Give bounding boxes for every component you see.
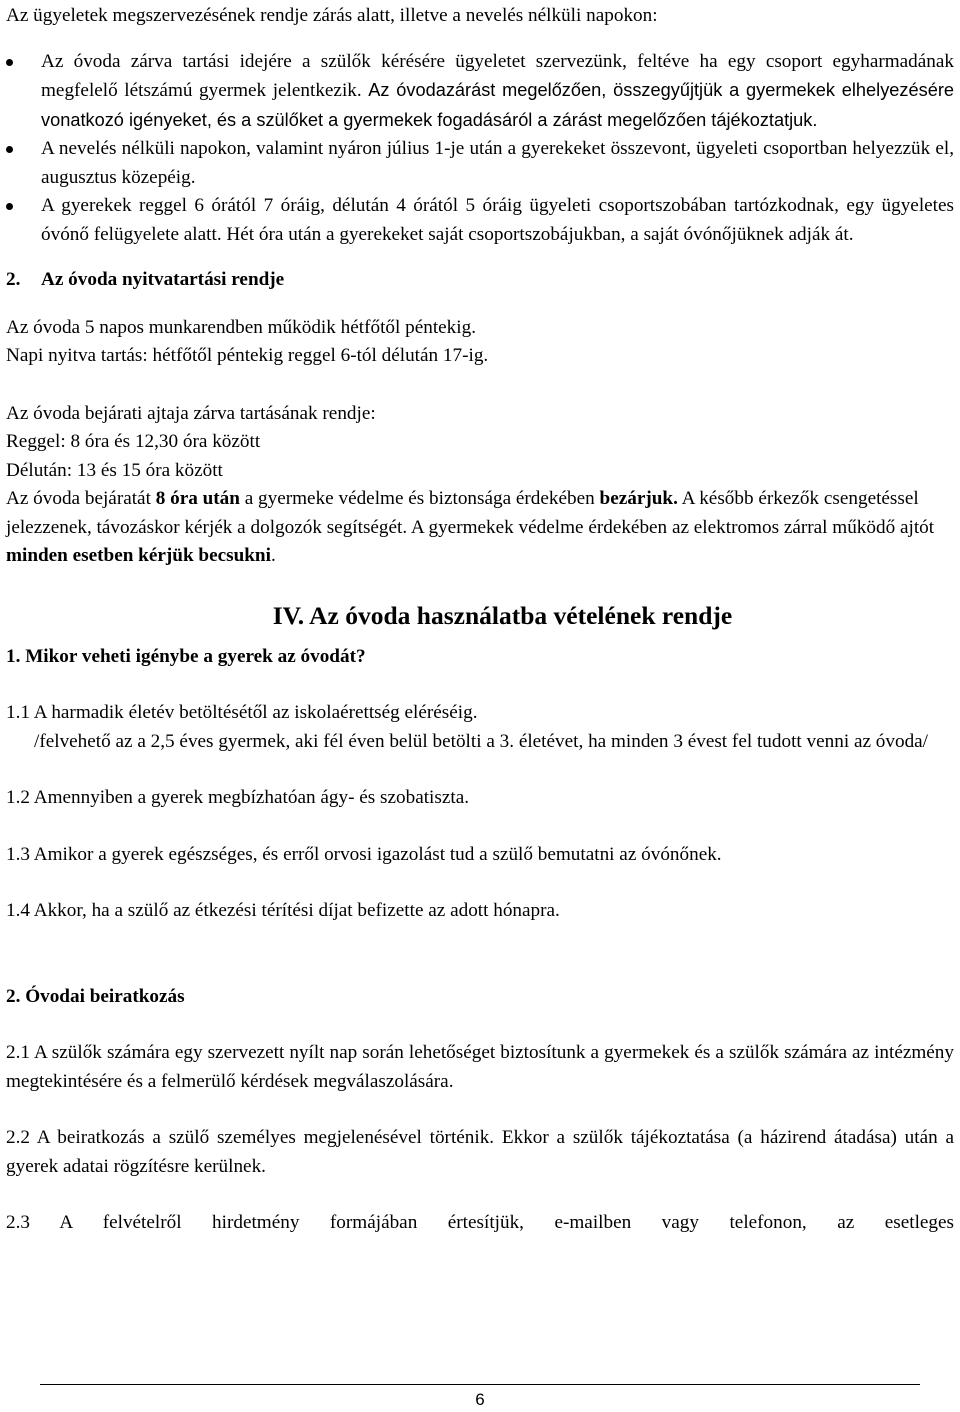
ugyelet-intro: Az ügyeletek megszervezésének rendje zárás alatt, illetve a nevelés nélküli napokon: <box>6 5 658 26</box>
bullet-dot-icon <box>6 203 13 210</box>
document-page <box>6 2 954 1238</box>
text-run-bold: bezárjuk. <box>599 488 678 509</box>
chapter-title-iv: IV. Az óvoda használatba vételének rendje <box>272 600 733 630</box>
page-number: 6 <box>475 1390 485 1409</box>
bullet-dot-icon <box>6 59 13 66</box>
heading-nyitvatartas <box>6 266 954 295</box>
item-1-1: 1.1 A harmadik életév betöltésétől az iskolaérettség eléréséig. <box>6 702 478 723</box>
bullet-item-neveles-nelkuli <box>6 135 954 192</box>
item-2-2: 2.2 A beiratkozás a szülő személyes megjelenésével történik. Ekkor a szülők tájékoztatása (a házirend átadása) után a gyerek adatai rögzítésre kerülnek. <box>6 1127 954 1177</box>
item-1-3: 1.3 Amikor a gyerek egészséges, és erről orvosi igazolást tud a szülő bemutatni az óvónőnek. <box>6 843 722 865</box>
bullet-text-ovodazaras: Az óvodazárást megelőzően, összegyűjtjük a gyermekek elhelyezésére vonatkozó igényeket, és a szülőket a gyermekek fogadásáról a zárást megelőzően tájékoztatjuk. <box>41 80 955 130</box>
bullet-text-zarva-tartas: Az óvoda zárva tartási idejére a szülők kérésére ügyeletet szervezünk, feltéve ha egy csoport egyharmadának megfelelő létszámú gyermek jelentkezik. <box>41 50 954 101</box>
nyitvatartas-munkarend: Az óvoda 5 napos munkarendben működik hétfőtől péntekig. <box>6 316 476 338</box>
text-run: A később érkezők csengetéssel jelezzenek, távozáskor kérjék a dolgozók segítségét. A gyermekek védelme érdekében az elektromos zárral működő ajtót <box>6 488 935 538</box>
item-1-1-note: /felvehető az a 2,5 éves gyermek, aki fél éven belül betölti a 3. életévet, ha minden 3 évest fel tudott venni az óvoda/ <box>34 730 929 752</box>
nyitvatartas-napi: Napi nyitva tartás: hétfőtől péntekig reggel 6-tól délután 17-ig. <box>6 345 489 366</box>
item-2-1: 2.1 A szülők számára egy szervezett nyílt nap során lehetőséget biztosítunk a gyermekek és a szülők számára az intézmény megtekintésére és a felmerülő kérdések megválaszolására. <box>6 1042 954 1092</box>
bullet-item-ugyeleti-ido <box>6 192 954 249</box>
text-run: Az óvoda bejáratát <box>6 488 156 509</box>
text-run-bold: 8 óra után <box>155 488 240 509</box>
heading-number: 2. <box>6 269 21 290</box>
bullet-dot-icon <box>6 146 13 153</box>
bullet-text-ugyeleti-ido: A gyerekek reggel 6 órától 7 óráig, délután 4 órától 5 óráig ügyeleti csoportszobában tartózkodnak, egy ügyeletes óvónő felügyelete alatt. Hét óra után a gyerekeket saját csoportszobájukban, a saját óvónőjüknek adják át. <box>41 195 954 245</box>
heading-beiratkozas: 2. Óvodai beiratkozás <box>6 985 185 1007</box>
item-1-4: 1.4 Akkor, ha a szülő az étkezési térítési díjat befizette az adott hónapra. <box>6 900 560 921</box>
item-1-2: 1.2 Amennyiben a gyerek megbízhatóan ágy- és szobatiszta. <box>6 787 470 808</box>
footer-divider <box>40 1384 920 1385</box>
heading-title: Az óvoda nyitvatartási rendje <box>41 269 285 290</box>
ajto-reggel: Reggel: 8 óra és 12,30 óra között <box>6 431 261 452</box>
text-run: a gyermeke védelme és biztonsága érdekében <box>239 488 600 509</box>
text-run-bold: minden esetben kérjük becsukni <box>6 545 271 566</box>
ajto-delutan: Délután: 13 és 15 óra között <box>6 459 223 481</box>
ugyelet-bullet-list <box>6 48 954 250</box>
ajto-bezaras-paragraph <box>6 485 954 571</box>
heading-mikor: 1. Mikor veheti igénybe a gyerek az óvodát? <box>6 645 366 667</box>
item-2-3: 2.3 A felvételről hirdetmény formájában értesítjük, e-mailben vagy telefonon, az esetleges <box>6 1212 954 1233</box>
bullet-text-neveles-nelkuli: A nevelés nélküli napokon, valamint nyáron július 1-je után a gyerekeket összevont, ügyeleti csoportban helyezzük el, augusztus közepéig. <box>41 138 954 188</box>
ajto-rend-title: Az óvoda bejárati ajtaja zárva tartásának rendje: <box>6 402 376 424</box>
text-run: . <box>270 545 276 566</box>
bullet-item-zarva-tartas <box>6 48 954 136</box>
